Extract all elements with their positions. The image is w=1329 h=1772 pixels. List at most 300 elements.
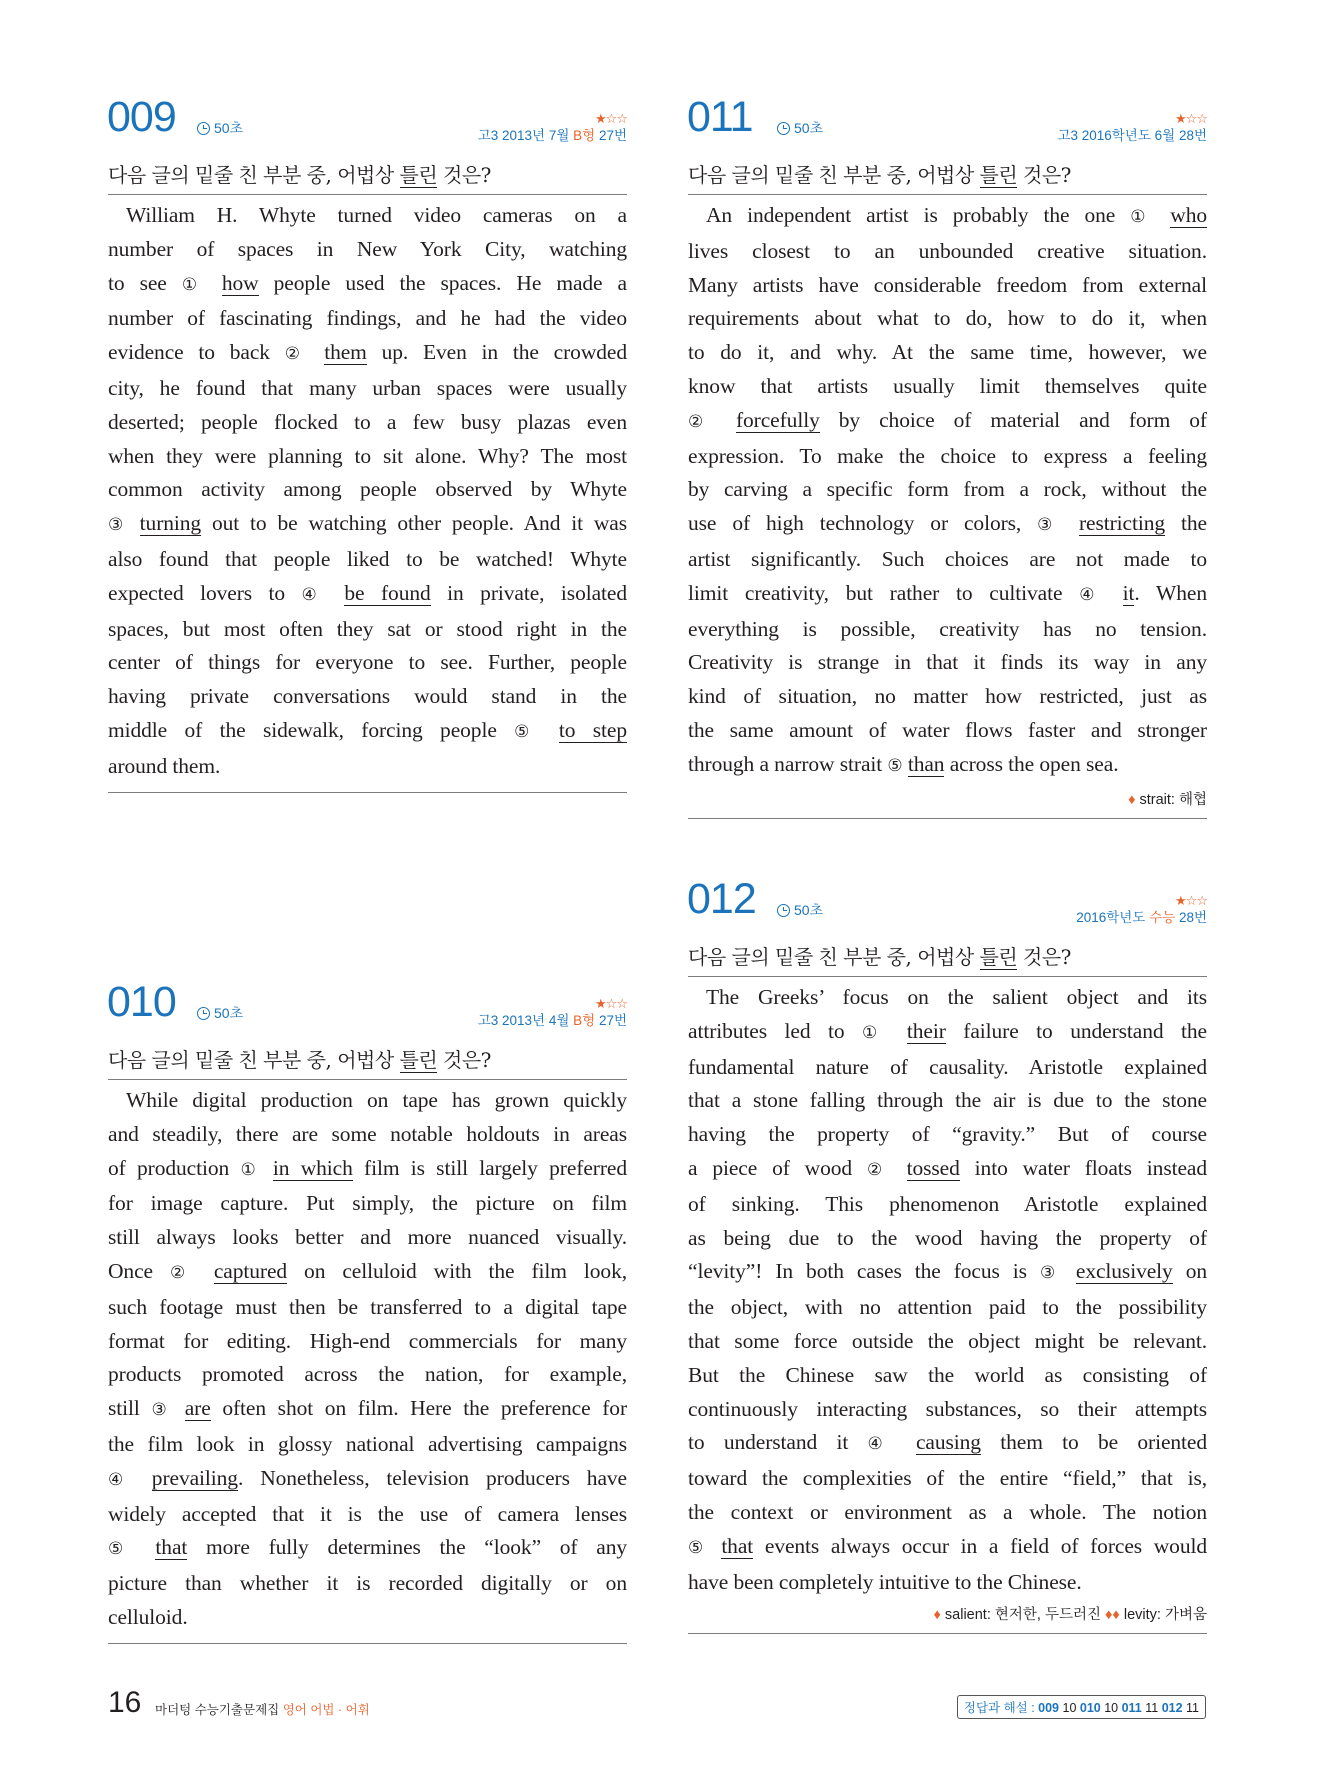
passage-text: to understand it [688,1430,868,1455]
question-source [1076,894,1207,926]
passage-line [688,1015,1207,1051]
choice-space [892,1156,907,1180]
answer-number: 010 [1079,1701,1101,1715]
passage-line [108,543,627,577]
passage-line [108,1498,627,1532]
passage-text: to see [108,270,182,295]
underlined-choice: to step [558,717,627,742]
passage-line [108,1084,627,1118]
passage-text: widely accepted that it is the use of camera lenses [108,1501,627,1526]
time-limit-value: 50초 [794,120,824,136]
time-limit [777,902,823,918]
passage-line [108,302,627,336]
question-number: 009 [107,93,176,141]
passage-text: center of things for everyone to see. Further, people [108,650,627,675]
choice-marker: ④ [301,584,328,605]
passage [688,977,1207,1599]
passage-text: everything is possible, creativity has no tension. [688,616,1207,641]
passage-line [688,1530,1207,1566]
source-highlight: B형 [573,128,596,143]
question-header [107,978,627,1035]
passage-text: spaces, but most often they sat or stood right in the [108,616,627,641]
choice-space [328,581,345,605]
underlined-choice: prevailing [151,1465,238,1490]
passage-line [688,748,1207,784]
prompt-text: 다음 글의 밑줄 친 부분 중, 어법상 [108,163,400,187]
answer-label: 정답과 해설 : [963,1701,1039,1715]
underlined-choice: tossed [906,1155,960,1180]
passage-text: into water floats instead [959,1155,1207,1180]
choice-space [129,511,140,535]
passage-line [108,750,627,784]
passage-line [108,1358,627,1392]
passage-text: products promoted across the nation, for example, [108,1362,627,1387]
passage-text: city, he found that many urban spaces were usually [108,375,627,400]
prompt-text: 것은? [1017,163,1071,187]
passage-text: and steadily, there are some notable holdouts in areas [108,1121,627,1146]
passage-text: requirements about what to do, how to do it, when [688,306,1207,331]
passage-line [108,1118,627,1152]
question-prompt [108,1035,627,1080]
passage-text: While digital production on tape has grown quickly [126,1088,627,1112]
passage-text: more fully determines the “look” of any [187,1535,627,1560]
choice-marker: ④ [108,1469,135,1490]
passage-line [688,1496,1207,1530]
passage-line [688,1291,1207,1325]
passage-text: them to be oriented [980,1430,1207,1455]
passage-line [108,473,627,507]
choice-marker: ③ [1039,1263,1063,1284]
choice-marker: ① [181,274,207,295]
book-title-main: 마더텅 수능기출문제집 [155,1703,283,1717]
gloss-marker: ♦ [1128,791,1136,808]
passage-text: failure to understand the [945,1018,1207,1043]
passage-line [688,577,1207,613]
passage-text: such footage must then be transferred to a digital tape [108,1294,627,1319]
passage-line [108,1601,627,1635]
passage-line [688,1118,1207,1152]
passage-text: by choice of material and form of [819,407,1207,432]
prompt-underlined: 틀린 [399,163,438,187]
passage-text: also found that people liked to be watched! Whyte [108,546,627,571]
page-number: 16 [108,1686,142,1719]
passage-line [688,440,1207,474]
source-part: 2016학년도 [1076,910,1150,925]
passage-text: out to be watching other people. And it was [201,511,627,536]
passage-text: film is still largely preferred [352,1155,627,1180]
passage-line [688,1152,1207,1188]
question-number: 012 [687,875,756,923]
choice-space [173,1396,185,1420]
underlined-choice: exclusively [1075,1259,1173,1284]
passage-text: events always occur in a field of forces would [753,1533,1207,1558]
source-text [1076,910,1207,926]
choice-marker: ⑤ [108,1539,137,1560]
choice-marker: ① [1130,207,1156,227]
end-rule [688,818,1207,819]
passage-text: as being due to the wood having the property of [688,1225,1207,1250]
question-011 [687,93,1207,819]
prompt-underlined: 틀린 [399,1048,438,1072]
question-header [687,93,1207,150]
prompt-text: 다음 글의 밑줄 친 부분 중, 어법상 [688,945,980,969]
passage-text: picture than whether it is recorded digitally or on [108,1571,627,1596]
underlined-choice: captured [213,1258,288,1283]
question-prompt [108,150,627,195]
prompt-underlined: 틀린 [979,945,1018,969]
question-header [107,93,627,150]
passage-line [688,714,1207,748]
passage-text: common activity among people observed by Whyte [108,477,627,502]
answer-number: 011 [1121,1701,1142,1715]
passage-text: a piece of wood [688,1155,867,1180]
passage-line [108,1392,627,1428]
passage-line [108,646,627,680]
source-text [1057,128,1207,144]
passage-line [688,1426,1207,1462]
question-source [478,112,627,144]
choice-marker: ① [862,1022,890,1043]
passage-text: through a narrow strait [688,751,888,776]
passage-text: up. Even in the crowded [366,340,627,365]
prompt-text: 다음 글의 밑줄 친 부분 중, 어법상 [108,1048,400,1072]
passage-line [688,1325,1207,1359]
choice-marker: ② [866,1159,892,1180]
underlined-choice: forcefully [735,407,820,432]
passage-line [108,1221,627,1255]
passage-text: number of spaces in New York City, watching [108,236,627,261]
passage-text: the context or environment as a whole. The notion [688,1499,1207,1524]
underlined-choice: it [1122,580,1135,605]
passage-line [688,1222,1207,1256]
choice-space [717,408,736,432]
answer-number: 009 [1038,1701,1060,1715]
question-prompt [688,150,1207,195]
passage-line [108,1531,627,1567]
time-limit [197,120,243,136]
passage-text: know that artists usually limit themselves quite [688,373,1207,398]
passage-text: expression. To make the choice to express a feeling [688,443,1207,468]
passage-text: people used the spaces. He made a [258,270,627,295]
passage [108,1080,627,1635]
passage-line [688,613,1207,647]
underlined-choice: turning [139,511,202,536]
passage-text: limit creativity, but rather to cultivate [688,580,1080,605]
passage-text: Once [108,1258,170,1283]
underlined-choice: be found [344,580,431,605]
choice-marker: ② [169,1262,197,1283]
choice-marker: ④ [867,1434,897,1455]
passage-line [108,440,627,474]
choice-marker: ③ [151,1400,173,1421]
answer-page: 11 [1141,1701,1162,1715]
underlined-choice: that [721,1533,754,1558]
passage-text: The Greeks’ focus on the salient object and its [706,985,1207,1009]
passage-text: the film look in glossy national advertising campaigns [108,1431,627,1456]
passage-text: An independent artist is probably the one [706,203,1131,227]
choice-marker: ④ [1079,584,1106,605]
prompt-text: 다음 글의 밑줄 친 부분 중, 어법상 [688,163,980,187]
question-010 [107,978,627,1644]
choice-space [207,271,222,295]
passage-text: number of fascinating findings, and he had the video [108,306,627,331]
choice-marker: ② [284,344,310,365]
time-limit-value: 50초 [794,902,824,918]
question-prompt [688,932,1207,977]
clock-icon [777,904,790,917]
passage-line [108,336,627,372]
source-highlight: B형 [573,1013,596,1028]
prompt-text: 것은? [437,1048,491,1072]
choice-marker: ① [240,1159,262,1180]
passage-line [688,1359,1207,1393]
passage-text: still always looks better and more nuanced visually. [108,1225,627,1250]
passage-text: Many artists have considerable freedom from external [688,272,1207,297]
gloss-marker: ♦♦ [1105,1607,1120,1624]
time-limit-value: 50초 [214,120,244,136]
passage-line [688,1393,1207,1427]
passage-text: by carving a specific form from a rock, without the [688,477,1207,502]
underlined-choice: restricting [1078,511,1166,536]
passage-text: format for editing. High-end commercials for many [108,1328,627,1353]
question-number: 011 [687,93,753,141]
passage-line [108,1428,627,1462]
underlined-choice: how [221,270,259,295]
source-text [478,128,627,144]
passage-text: Creativity is strange in that it finds its way in any [688,650,1207,675]
passage [688,195,1207,784]
end-rule [108,792,627,793]
passage-text: . Nonetheless, television producers have [237,1465,627,1490]
passage-line [108,267,627,303]
choice-space [541,718,558,742]
answer-number: 012 [1161,1701,1183,1715]
passage-text: that a stone falling through the air is due to the stone [688,1088,1207,1113]
passage-text: kind of situation, no matter how restricted, just as [688,684,1207,709]
time-limit [197,1005,243,1021]
difficulty-stars: ★☆☆ [1175,893,1207,908]
difficulty-stars: ★☆☆ [595,996,627,1011]
passage-text: when they were planning to sit alone. Why? The most [108,443,627,468]
vocab-gloss [688,790,1207,810]
question-header [687,875,1207,932]
passage-text: . When [1134,580,1207,605]
time-limit [777,120,823,136]
gloss-marker: ♦ [933,1607,941,1624]
passage-text: use of high technology or colors, [688,511,1038,536]
choice-space [1155,203,1170,227]
passage-text: still [108,1396,152,1421]
answer-list [1038,1701,1199,1715]
choice-space [1063,511,1079,535]
passage-text: expected lovers to [108,580,302,605]
passage-text: have been completely intuitive to the Chinese. [688,1569,1082,1594]
gloss-text: levity: 가벼움 [1119,1607,1207,1624]
difficulty-stars: ★☆☆ [1175,111,1207,126]
passage-text: the [1165,511,1207,536]
passage-line [108,406,627,440]
underlined-choice: that [155,1535,188,1560]
source-text [478,1013,627,1029]
passage-text: on celluloid with the film look, [287,1258,627,1283]
passage-text: continuously interacting substances, so their attempts [688,1396,1207,1421]
underlined-choice: their [906,1018,946,1043]
source-part: 28번 [1175,910,1207,925]
passage-line [688,404,1207,440]
passage-line [688,646,1207,680]
passage-line [108,1462,627,1498]
clock-icon [197,1007,210,1020]
gloss-text: strait: 해협 [1135,791,1207,808]
passage-text: of sinking. This phenomenon Aristotle explained [688,1191,1207,1216]
question-number: 010 [107,978,176,1026]
underlined-choice: who [1170,203,1207,227]
passage-line [688,1084,1207,1118]
passage-line [108,233,627,267]
passage-text: artist significantly. Such choices are not made to [688,546,1207,571]
passage-text: in private, isolated [430,580,627,605]
source-highlight: 수능 [1149,910,1176,925]
passage-line [108,613,627,647]
underlined-choice: are [184,1396,211,1421]
passage-text: for image capture. Put simply, the picture on film [108,1191,627,1216]
choice-space [1063,1259,1076,1283]
answer-page: 10 [1100,1701,1122,1715]
passage-line [688,1255,1207,1291]
passage-line [108,1255,627,1291]
passage-text: to do it, and why. At the same time, however, we [688,340,1207,365]
passage-line [688,507,1207,543]
time-limit-value: 50초 [214,1005,244,1021]
choice-marker: ③ [108,515,129,536]
underlined-choice: causing [915,1430,981,1455]
passage-line [108,372,627,406]
passage-line [108,1152,627,1188]
vocab-gloss [688,1605,1207,1625]
passage-text: around them. [108,753,221,778]
choice-space [137,1535,156,1559]
passage-text: attributes led to [688,1018,862,1043]
passage-line [688,543,1207,577]
passage-text: lives closest to an unbounded creative situation. [688,238,1207,263]
choice-space [1106,581,1123,605]
source-part: 고3 2013년 7월 [477,128,574,143]
passage-line [688,680,1207,714]
question-009 [107,93,627,793]
passage-line [108,577,627,613]
choice-space [710,1534,722,1558]
passage-text: deserted; people flocked to a few busy plazas even [108,409,627,434]
passage-text: “levity”! In both cases the focus is [688,1259,1040,1284]
passage-line [108,1325,627,1359]
passage-line [688,336,1207,370]
underlined-choice: in which [272,1155,353,1180]
passage-line [688,1051,1207,1085]
passage-line [688,1566,1207,1600]
passage-line [688,269,1207,303]
passage-text: middle of the sidewalk, forcing people [108,717,515,742]
passage-text: William H. Whyte turned video cameras on a [126,203,627,227]
passage-text: often shot on film. Here the preference for [210,1396,627,1421]
question-012 [687,875,1207,1634]
passage-text: that some force outside the object might be relevant. [688,1328,1207,1353]
passage-line [688,1462,1207,1496]
passage-text: having private conversations would stand in the [108,684,627,709]
source-part: 고3 2013년 4월 [477,1013,574,1028]
choice-marker: ⑤ [688,1537,710,1558]
passage-text: But the Chinese saw the world as consisting of [688,1362,1207,1387]
choice-space [262,1156,273,1180]
passage-text: the same amount of water flows faster and stronger [688,717,1207,742]
choice-marker: ⑤ [514,721,542,742]
source-part: 27번 [595,1013,627,1028]
passage-line [108,1567,627,1601]
passage [108,195,627,784]
book-title [155,1700,370,1718]
passage-line [688,473,1207,507]
passage-line [108,199,627,233]
passage-line [108,507,627,543]
passage-text: fundamental nature of causality. Aristotle explained [688,1054,1207,1079]
answer-reference [957,1695,1206,1719]
choice-marker: ② [688,411,717,432]
prompt-underlined: 틀린 [979,163,1018,187]
end-rule [688,1633,1207,1634]
passage-text: celluloid. [108,1604,188,1629]
underlined-choice: than [907,751,945,776]
choice-space [309,340,324,364]
gloss-text: salient: 현저한, 두드러진 [940,1607,1106,1624]
end-rule [108,1643,627,1644]
passage-line [108,714,627,750]
passage-line [108,1187,627,1221]
source-part: 27번 [595,128,627,143]
passage-text: having the property of “gravity.” But of course [688,1122,1207,1147]
passage-line [688,370,1207,404]
source-part: 고3 2016학년도 6월 28번 [1057,128,1207,143]
choice-space [197,1259,214,1283]
choice-space [135,1466,152,1490]
passage-text: the object, with no attention paid to the possibility [688,1295,1207,1320]
passage-line [688,235,1207,269]
clock-icon [777,122,790,135]
passage-line [108,680,627,714]
underlined-choice: them [324,340,367,365]
choice-space [897,1430,916,1454]
passage-line [688,1188,1207,1222]
choice-space [889,1019,907,1043]
question-source [1057,112,1207,144]
passage-text: evidence to back [108,340,285,365]
passage-line [688,199,1207,235]
passage-line [688,981,1207,1015]
passage-text: on [1172,1259,1207,1284]
book-subtitle: 영어 어법 · 어휘 [282,1703,370,1717]
prompt-text: 것은? [1017,945,1071,969]
choice-marker: ③ [1037,515,1064,536]
answer-page: 10 [1059,1701,1080,1715]
passage-text: toward the complexities of the entire “field,” that is, [688,1466,1207,1491]
clock-icon [197,122,210,135]
difficulty-stars: ★☆☆ [595,111,627,126]
passage-line [688,302,1207,336]
passage-text: across the open sea. [944,751,1119,776]
prompt-text: 것은? [437,163,491,187]
passage-text: of production [108,1155,241,1180]
choice-marker: ⑤ [887,755,903,776]
question-source [478,997,627,1029]
answer-page: 11 [1182,1701,1199,1715]
